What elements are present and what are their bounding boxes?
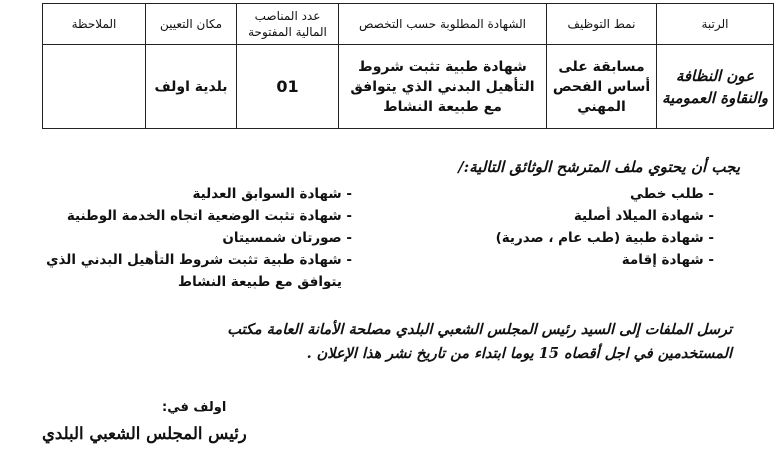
header-notes: الملاحظة bbox=[43, 4, 146, 45]
place-date-label: اولف في: bbox=[162, 400, 227, 415]
submission-line: ترسل الملفات إلى السيد رئيس المجلس الشعبي البلدي مصلحة الأمانة العامة مكتب bbox=[227, 321, 732, 338]
list-item: - شهادة الميلاد أصلية bbox=[573, 208, 714, 224]
cell-count: 01 bbox=[237, 45, 339, 129]
header-place: مكان التعيين bbox=[146, 4, 237, 45]
list-item: - شهادة السوابق العدلية bbox=[192, 186, 352, 202]
required-documents-intro: يجب أن يحتوي ملف المترشح الوثائق التالية:/ bbox=[458, 158, 740, 176]
list-item: - شهادة تثبت الوضعية اتجاه الخدمة الوطنية bbox=[66, 208, 352, 224]
header-count: عدد المناصب المالية المفتوحة bbox=[237, 4, 339, 45]
header-mode: نمط التوظيف bbox=[547, 4, 657, 45]
documents-list-left bbox=[46, 183, 352, 293]
list-item: - شهادة طبية (طب عام ، صدرية) bbox=[495, 230, 714, 246]
list-item: - شهادة طبية تثبت شروط التأهيل البدني الذي bbox=[46, 252, 352, 268]
table-header-row bbox=[43, 4, 774, 45]
cell-certificate: شهادة طبية تثبت شروط التأهيل البدني الذي يتوافق مع طبيعة النشاط bbox=[339, 45, 547, 129]
list-item: - طلب خطي bbox=[629, 186, 714, 202]
header-certificate: الشهادة المطلوبة حسب التخصص bbox=[339, 4, 547, 45]
cell-mode: مسابقة على أساس الفحص المهني bbox=[547, 45, 657, 129]
list-item: - صورتان شمسيتان bbox=[222, 230, 352, 246]
list-item-continuation: يتوافق مع طبيعة النشاط bbox=[178, 274, 342, 290]
header-rank: الرتبة bbox=[657, 4, 774, 45]
documents-list-right bbox=[464, 183, 714, 271]
cell-notes bbox=[43, 45, 146, 129]
cell-rank: عون النظافة والنقاوة العمومية bbox=[657, 45, 774, 129]
submission-notice bbox=[32, 318, 732, 366]
positions-table bbox=[42, 3, 774, 129]
cell-place: بلدية اولف bbox=[146, 45, 237, 129]
signatory-title: رئيس المجلس الشعبي البلدي bbox=[42, 424, 247, 443]
table-row bbox=[43, 45, 774, 129]
submission-line: المستخدمين في اجل أقصاه 15 يوما ابتداء من تاريخ نشر هذا الإعلان . bbox=[306, 345, 732, 362]
list-item: - شهادة إقامة bbox=[621, 252, 714, 268]
